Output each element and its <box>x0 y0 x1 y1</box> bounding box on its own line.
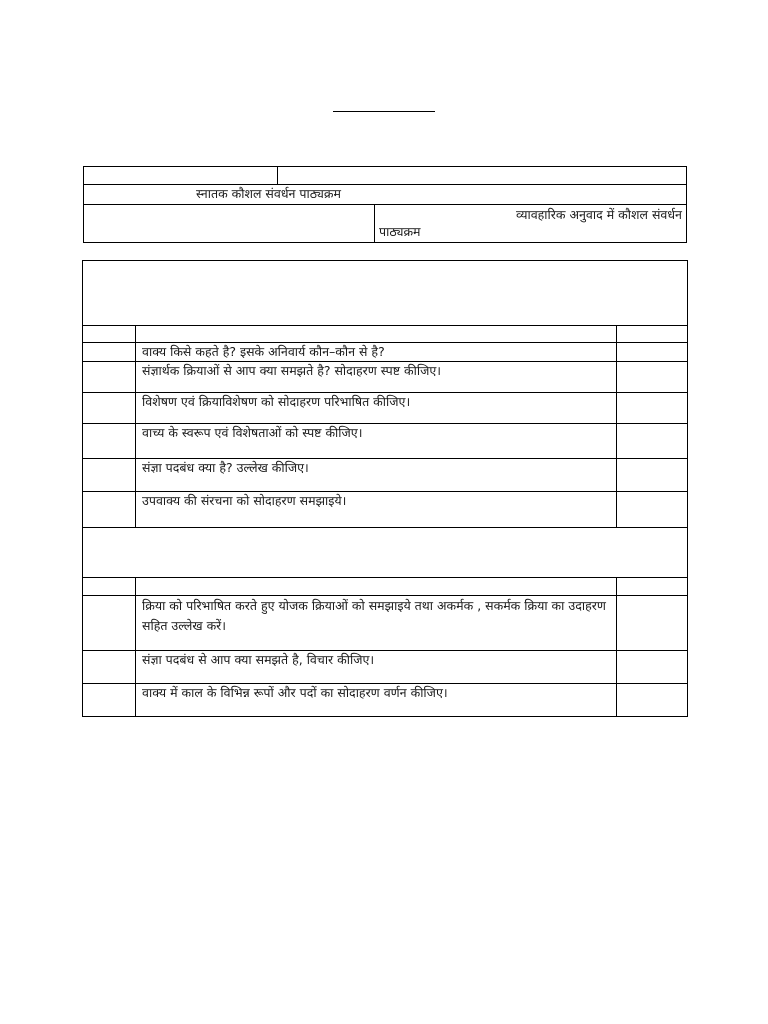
question-text: क्रिया को परिभाषित करते हुए योजक क्रियाओं को समझाइये तथा अकर्मक , सकर्मक क्रिया का उदाहरण सहित उल्लेख करें। <box>136 596 617 651</box>
question-number <box>83 596 136 651</box>
question-marks <box>617 459 688 492</box>
course-name: स्नातक कौशल संवर्धन पाठ्यक्रम <box>84 185 687 205</box>
question-text: वाक्य में काल के विभिन्न रूपों और पदों का सोदाहरण वर्णन कीजिए। <box>136 684 617 717</box>
question-marks <box>617 596 688 651</box>
question-number <box>83 343 136 362</box>
column-header-question <box>136 326 617 343</box>
question-marks <box>617 492 688 528</box>
title-underline <box>333 111 435 112</box>
question-marks <box>617 684 688 717</box>
question-number <box>83 651 136 684</box>
question-text: संज्ञा पदबंध से आप क्या समझते है, विचार कीजिए। <box>136 651 617 684</box>
section-a-header <box>83 261 688 326</box>
question-marks <box>617 362 688 393</box>
subject-line-1: व्यावहारिक अनुवाद में कौशल संवर्धन <box>515 207 682 222</box>
question-text: वाच्य के स्वरूप एवं विशेषताओं को स्पष्ट कीजिए। <box>136 424 617 459</box>
question-text: उपवाक्य की संरचना को सोदाहरण समझाइये। <box>136 492 617 528</box>
subject-empty-cell <box>84 205 375 243</box>
column-header-marks <box>617 578 688 596</box>
question-marks <box>617 424 688 459</box>
question-text: विशेषण एवं क्रियाविशेषण को सोदाहरण परिभाषित कीजिए। <box>136 393 617 424</box>
question-number <box>83 362 136 393</box>
section-b-header <box>83 528 688 578</box>
question-number <box>83 492 136 528</box>
subject-cell <box>375 205 687 243</box>
question-marks <box>617 651 688 684</box>
column-header-number <box>83 578 136 596</box>
header-cell-left <box>84 167 278 185</box>
column-header-question <box>136 578 617 596</box>
header-table <box>83 166 687 243</box>
question-text: वाक्य किसे कहते है? इसके अनिवार्य कौन–कौन से है? <box>136 343 617 362</box>
subject-line-2: पाठ्यक्रम <box>379 224 421 239</box>
question-number <box>83 684 136 717</box>
question-marks <box>617 343 688 362</box>
column-header-number <box>83 326 136 343</box>
question-text: संज्ञा पदबंध क्या है? उल्लेख कीजिए। <box>136 459 617 492</box>
questions-table <box>82 260 688 717</box>
question-number <box>83 424 136 459</box>
question-text: संज्ञार्थक क्रियाओं से आप क्या समझते है? सोदाहरण स्पष्ट कीजिए। <box>136 362 617 393</box>
question-number <box>83 459 136 492</box>
question-marks <box>617 393 688 424</box>
header-cell-right <box>278 167 687 185</box>
question-number <box>83 393 136 424</box>
column-header-marks <box>617 326 688 343</box>
